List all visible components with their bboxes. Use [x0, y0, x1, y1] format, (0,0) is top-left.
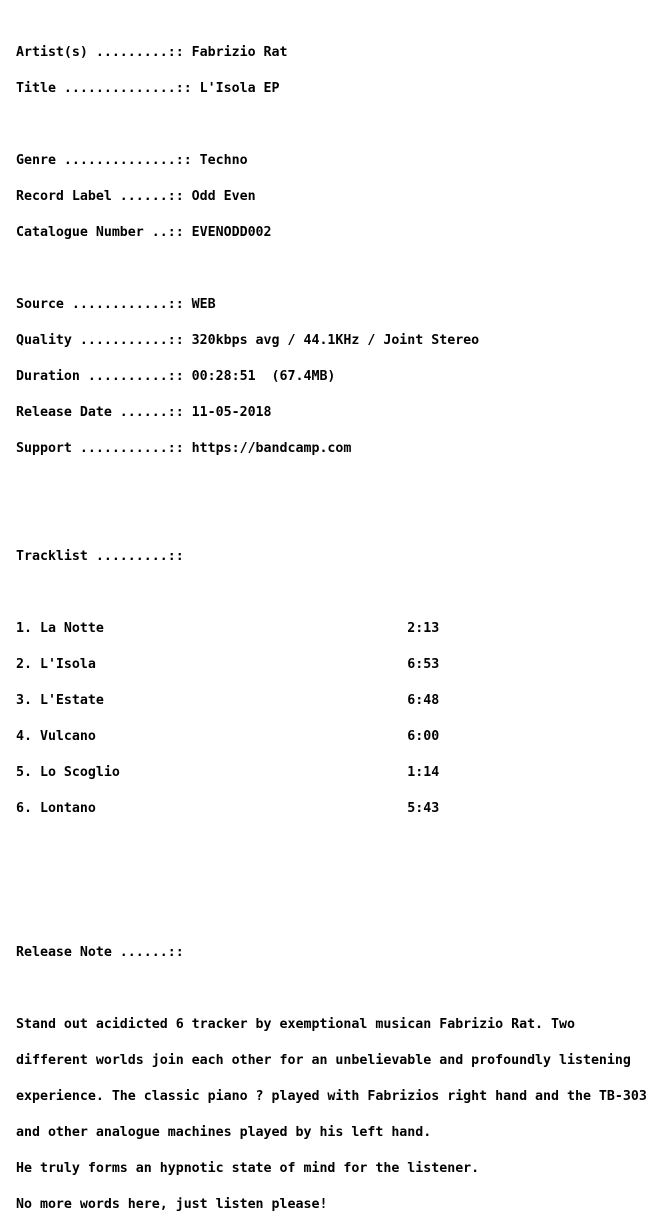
release-note-line: He truly forms an hypnotic state of mind for the listener. — [16, 1161, 480, 1176]
track-row: 2. L'Isola 6:53 — [16, 657, 440, 672]
blank-line — [16, 875, 647, 887]
nfo-document — [16, 23, 647, 1223]
blank-line — [16, 119, 647, 131]
blank-line — [16, 587, 647, 599]
support-line: Support ...........:: https://bandcamp.com — [16, 441, 352, 456]
track-row: 1. La Notte 2:13 — [16, 621, 440, 636]
track-row: 6. Lontano 5:43 — [16, 801, 440, 816]
release-note-line: and other analogue machines played by his left hand. — [16, 1125, 432, 1140]
release-note-line: different worlds join each other for an unbelievable and profoundly listening — [16, 1053, 631, 1068]
quality-line: Quality ...........:: 320kbps avg / 44.1KHz / Joint Stereo — [16, 333, 480, 348]
blank-line — [16, 983, 647, 995]
release-note-line: Stand out acidicted 6 tracker by exemptional musican Fabrizio Rat. Two — [16, 1017, 575, 1032]
title-line: Title ..............:: L'Isola EP — [16, 81, 280, 96]
blank-line — [16, 911, 647, 923]
record-label-line: Record Label ......:: Odd Even — [16, 189, 256, 204]
catalogue-number-line: Catalogue Number ..:: EVENODD002 — [16, 225, 272, 240]
release-note-line: experience. The classic piano ? played with Fabrizios right hand and the TB-303 — [16, 1089, 647, 1104]
track-row: 5. Lo Scoglio 1:14 — [16, 765, 440, 780]
blank-line — [16, 839, 647, 851]
release-note-line: No more words here, just listen please! — [16, 1197, 328, 1212]
source-line: Source ............:: WEB — [16, 297, 216, 312]
track-row: 3. L'Estate 6:48 — [16, 693, 440, 708]
release-note-heading: Release Note ......:: — [16, 945, 184, 960]
blank-line — [16, 263, 647, 275]
tracklist-heading: Tracklist .........:: — [16, 549, 184, 564]
artist-line: Artist(s) .........:: Fabrizio Rat — [16, 45, 288, 60]
genre-line: Genre ..............:: Techno — [16, 153, 248, 168]
duration-line: Duration ..........:: 00:28:51 (67.4MB) — [16, 369, 336, 384]
release-date-line: Release Date ......:: 11-05-2018 — [16, 405, 272, 420]
blank-line — [16, 515, 647, 527]
blank-line — [16, 479, 647, 491]
track-row: 4. Vulcano 6:00 — [16, 729, 440, 744]
